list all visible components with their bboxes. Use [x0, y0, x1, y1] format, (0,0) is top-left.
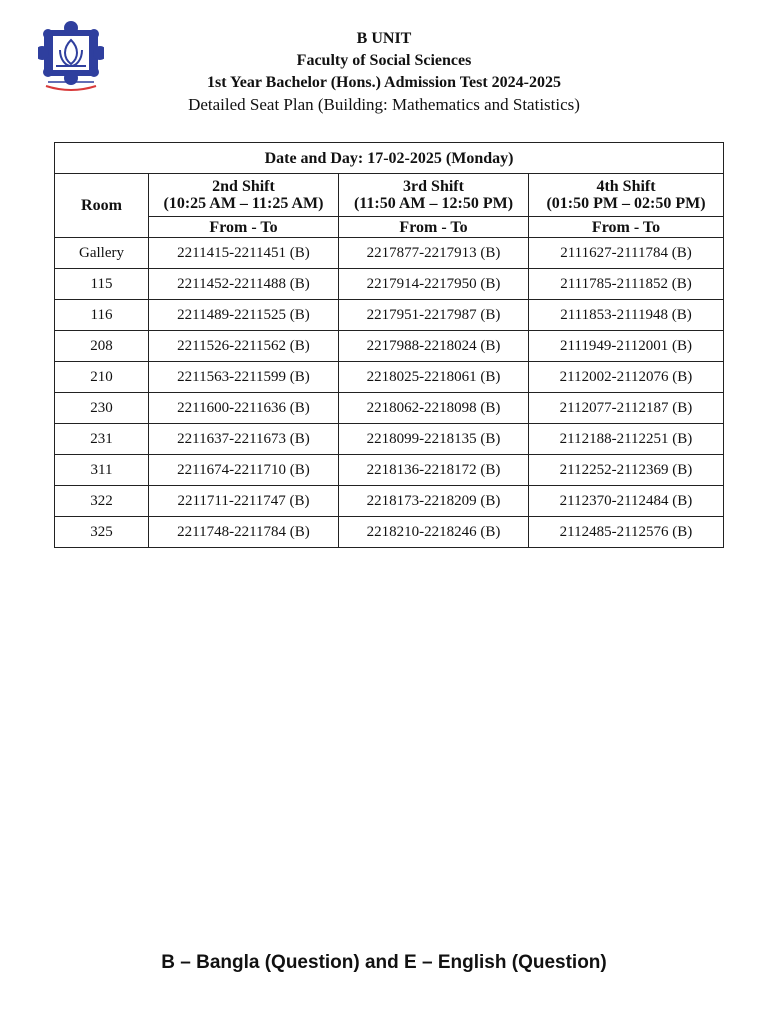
range-cell: 2112485-2112576 (B): [529, 517, 724, 548]
range-cell: 2218173-2218209 (B): [339, 486, 529, 517]
room-cell: 231: [55, 424, 149, 455]
range-cell: 2112252-2112369 (B): [529, 455, 724, 486]
unit-title: B UNIT: [356, 30, 412, 47]
range-cell: 2111853-2111948 (B): [529, 300, 724, 331]
room-cell: 208: [55, 331, 149, 362]
table-row: [55, 300, 724, 331]
table-row: [55, 331, 724, 362]
range-cell: 2211563-2211599 (B): [149, 362, 339, 393]
range-cell: 2211637-2211673 (B): [149, 424, 339, 455]
range-cell: 2211415-2211451 (B): [149, 238, 339, 269]
shift-header: [149, 174, 339, 217]
room-cell: 115: [55, 269, 149, 300]
range-cell: 2218062-2218098 (B): [339, 393, 529, 424]
range-cell: 2211711-2211747 (B): [149, 486, 339, 517]
shift-time: (10:25 AM – 11:25 AM): [163, 195, 324, 212]
room-cell: 311: [55, 455, 149, 486]
exam-title: 1st Year Bachelor (Hons.) Admission Test 2024-2025: [207, 74, 561, 91]
room-cell: 322: [55, 486, 149, 517]
shift-name: 2nd Shift: [212, 178, 275, 195]
from-to-header: From - To: [339, 217, 529, 238]
room-cell: Gallery: [55, 238, 149, 269]
range-cell: 2217877-2217913 (B): [339, 238, 529, 269]
table-row: [55, 455, 724, 486]
from-to-header: From - To: [149, 217, 339, 238]
range-cell: 2217988-2218024 (B): [339, 331, 529, 362]
shift-header: [339, 174, 529, 217]
range-cell: 2211600-2211636 (B): [149, 393, 339, 424]
range-cell: 2217951-2217987 (B): [339, 300, 529, 331]
room-header: Room: [55, 174, 149, 238]
range-cell: 2211452-2211488 (B): [149, 269, 339, 300]
range-cell: 2112077-2112187 (B): [529, 393, 724, 424]
range-cell: 2112370-2112484 (B): [529, 486, 724, 517]
table-row: [55, 238, 724, 269]
shift-name: 4th Shift: [596, 178, 656, 195]
table-row: [55, 486, 724, 517]
range-cell: 2218099-2218135 (B): [339, 424, 529, 455]
table-row: [55, 269, 724, 300]
shift-time: (01:50 PM – 02:50 PM): [546, 195, 706, 212]
table-row: [55, 362, 724, 393]
date-day-header: Date and Day: 17-02-2025 (Monday): [55, 143, 724, 174]
range-cell: 2218025-2218061 (B): [339, 362, 529, 393]
range-cell: 2111785-2111852 (B): [529, 269, 724, 300]
faculty-title: Faculty of Social Sciences: [296, 52, 472, 69]
room-cell: 230: [55, 393, 149, 424]
from-to-header: From - To: [529, 217, 724, 238]
shift-name: 3rd Shift: [403, 178, 464, 195]
room-cell: 116: [55, 300, 149, 331]
range-cell: 2211526-2211562 (B): [149, 331, 339, 362]
range-cell: 2217914-2217950 (B): [339, 269, 529, 300]
seat-plan-table: [54, 142, 724, 548]
range-cell: 2111949-2112001 (B): [529, 331, 724, 362]
shift-time: (11:50 AM – 12:50 PM): [353, 195, 514, 212]
room-cell: 210: [55, 362, 149, 393]
range-cell: 2111627-2111784 (B): [529, 238, 724, 269]
range-cell: 2218210-2218246 (B): [339, 517, 529, 548]
range-cell: 2112002-2112076 (B): [529, 362, 724, 393]
room-cell: 325: [55, 517, 149, 548]
document-header: [0, 28, 768, 116]
range-cell: 2211674-2211710 (B): [149, 455, 339, 486]
shift-header: [529, 174, 724, 217]
range-cell: 2211489-2211525 (B): [149, 300, 339, 331]
table-row: [55, 424, 724, 455]
range-cell: 2112188-2112251 (B): [529, 424, 724, 455]
range-cell: 2211748-2211784 (B): [149, 517, 339, 548]
range-cell: 2218136-2218172 (B): [339, 455, 529, 486]
table-row: [55, 517, 724, 548]
seat-plan-title: Detailed Seat Plan (Building: Mathematics and Statistics): [188, 95, 580, 114]
table-row: [55, 393, 724, 424]
question-legend: B – Bangla (Question) and E – English (Question): [161, 952, 607, 973]
